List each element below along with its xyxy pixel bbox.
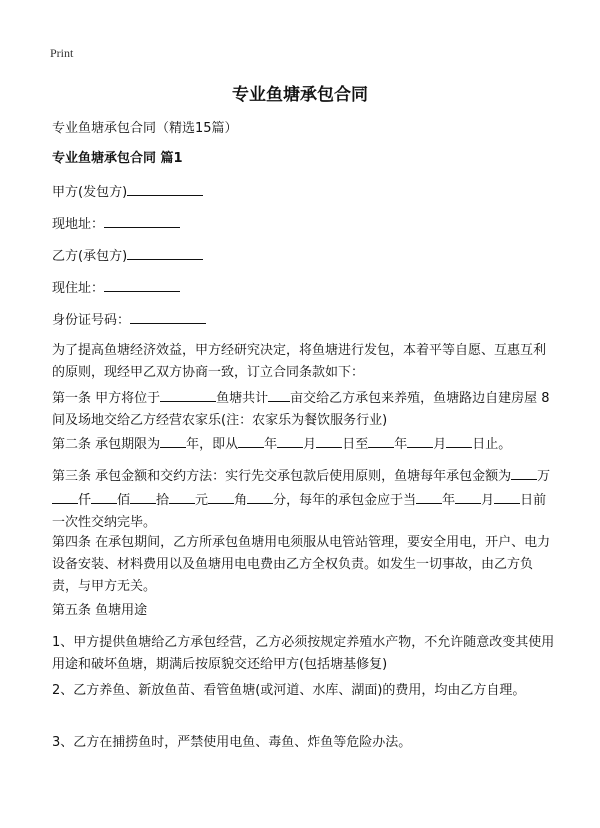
- article-3-text-k: 日前一次性交纳完毕。: [52, 493, 547, 530]
- field-address-a-label: 现地址：: [52, 217, 105, 232]
- blank: [511, 464, 537, 480]
- article-3-text-i: 年: [442, 493, 456, 508]
- blank: [494, 488, 520, 504]
- field-address-a: [52, 212, 557, 236]
- field-id-number-label: 身份证号码：: [52, 313, 131, 328]
- article-3-text-e: 拾: [156, 493, 170, 508]
- blank: [104, 212, 180, 228]
- article-2: [52, 432, 557, 456]
- article-2-text-c: 年: [264, 437, 278, 452]
- section-heading: 专业鱼塘承包合同 篇1: [52, 151, 183, 166]
- blank: [52, 488, 78, 504]
- article-2-text-g: 月: [433, 437, 447, 452]
- article-3-text-a: 第三条 承包金额和交约方法：实行先交承包款后使用原则，鱼塘每年承包金额为: [52, 469, 512, 484]
- blank: [247, 488, 273, 504]
- field-party-a-label: 甲方(发包方): [52, 185, 128, 200]
- article-5-item-3: 3、乙方在捕捞鱼时，严禁使用电鱼、毒鱼、炸鱼等危险办法。: [52, 735, 412, 750]
- blank: [368, 432, 394, 448]
- blank: [127, 244, 203, 260]
- field-address-b-label: 现住址：: [52, 281, 105, 296]
- blank: [169, 488, 195, 504]
- article-3-text-h: 分，每年的承包金应于当: [273, 493, 417, 508]
- blank: [455, 488, 481, 504]
- field-id-number: [52, 308, 557, 332]
- blank: [407, 432, 433, 448]
- article-1-text-b: 鱼塘共计: [216, 391, 269, 406]
- article-4: 第四条 在承包期间，乙方所承包鱼塘用电须服从电管站管理，要安全用电，开户、电力设备安装、材料费用以及鱼塘用电电费由乙方全权负责。如发生一切事故，由乙方负责，与甲方无关。: [52, 535, 551, 594]
- blank: [160, 386, 216, 402]
- article-2-text-e: 日至: [342, 437, 369, 452]
- article-3-text-c: 仟: [78, 493, 92, 508]
- blank: [127, 180, 203, 196]
- article-2-text-d: 月: [303, 437, 317, 452]
- article-3-text-d: 佰: [117, 493, 131, 508]
- article-2-text-h: 日止。: [472, 437, 512, 452]
- article-3-text-f: 元: [195, 493, 209, 508]
- blank: [277, 432, 303, 448]
- article-3-text-g: 角: [234, 493, 248, 508]
- article-2-text-a: 第二条 承包期限为: [52, 437, 161, 452]
- article-5-item-2: 2、乙方养鱼、新放鱼苗、看管鱼塘(或河道、水库、湖面)的费用，均由乙方自理。: [52, 683, 526, 698]
- article-1: [52, 386, 557, 432]
- article-3: [52, 464, 557, 534]
- article-3-text-b: 万: [537, 469, 551, 484]
- blank: [316, 432, 342, 448]
- article-5-item-1: 1、甲方提供鱼塘给乙方承包经营，乙方必须按规定养殖水产物，不允许随意改变其使用用途和破坏鱼塘，期满后按原貌交还给甲方(包括塘基修复): [52, 635, 555, 672]
- field-address-b: [52, 276, 557, 300]
- print-link[interactable]: Print: [50, 46, 74, 60]
- field-party-b: [52, 244, 557, 268]
- blank: [238, 432, 264, 448]
- article-2-text-b: 年，即从: [186, 437, 239, 452]
- article-5: 第五条 鱼塘用途: [52, 603, 148, 618]
- blank: [416, 488, 442, 504]
- field-party-a: [52, 180, 557, 204]
- subtitle: 专业鱼塘承包合同（精选15篇）: [52, 121, 238, 136]
- blank: [160, 432, 186, 448]
- blank: [104, 276, 180, 292]
- blank: [130, 488, 156, 504]
- article-2-text-f: 年: [394, 437, 408, 452]
- blank: [208, 488, 234, 504]
- blank: [268, 386, 290, 402]
- article-3-text-j: 月: [481, 493, 495, 508]
- article-1-text-a: 第一条 甲方将位于: [52, 391, 161, 406]
- blank: [446, 432, 472, 448]
- intro-paragraph: 为了提高鱼塘经济效益，甲方经研究决定，将鱼塘进行发包，本着平等自愿、互惠互利的原则，现经甲乙双方协商一致，订立合同条款如下：: [52, 343, 547, 380]
- field-party-b-label: 乙方(承包方): [52, 249, 128, 264]
- blank: [130, 308, 206, 324]
- page-title: 专业鱼塘承包合同: [232, 85, 368, 105]
- blank: [91, 488, 117, 504]
- article-1-text-c: 亩交给乙方承包来养殖，鱼塘路边自建房屋 8 间及场地交给乙方经营农家乐(注：农家乐为餐饮服务行业): [52, 391, 550, 428]
